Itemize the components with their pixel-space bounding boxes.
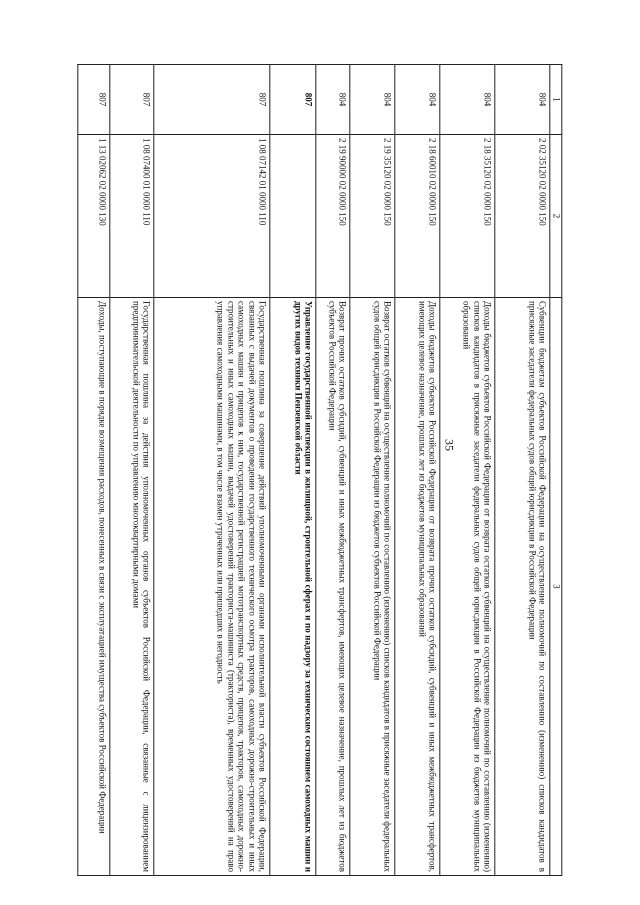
header-cell-3: 3	[550, 298, 562, 876]
table-row	[78, 65, 110, 876]
description-cell: Субвенции бюджетам субъектов Российской Федерации на осуществление полномочий по составлению (изменению) списков кандидатов в присяжные заседатели федеральных судов общей юрисдикции в Российской Федерации	[495, 298, 550, 876]
admin-code-cell: 804	[395, 65, 440, 135]
description-cell: Доходы, поступающие в порядке возмещения расходов, понесенных в связи с эксплуатацией имущества субъектов Российской Федерации	[78, 298, 110, 876]
budget-code-cell: 1 08 07142 01 0000 110	[154, 135, 270, 298]
page-number: 35	[442, 439, 457, 451]
table-row	[440, 65, 495, 876]
table-row	[154, 65, 270, 876]
admin-code-cell: 804	[440, 65, 495, 135]
table-row	[495, 65, 550, 876]
table-header-row	[550, 65, 562, 876]
description-cell: Доходы бюджетов субъектов Российской Федерации от возврата прочих остатков субсидий, субвенций и иных межбюджетных трансфертов, имеющих целевое назначение, прошлых лет из бюджетов муниципальных образований	[395, 298, 440, 876]
table-row	[110, 65, 154, 876]
section-title-cell: Управление государственной инспекции в жилищной, строительной сферах и по надзору за техническим состоянием самоходных машин и других видов техники Пензенской области	[270, 298, 316, 876]
budget-code-cell	[270, 135, 316, 298]
budget-code-cell: 1 08 07400 01 0000 110	[110, 135, 154, 298]
budget-code-cell: 1 13 02062 02 0000 130	[78, 135, 110, 298]
revenue-codes-table	[78, 64, 563, 876]
table-row-section	[270, 65, 316, 876]
budget-code-cell: 2 02 35120 02 0000 150	[495, 135, 550, 298]
budget-code-cell: 2 19 90000 02 0000 150	[316, 135, 350, 298]
description-cell: Возврат остатков субвенций на осуществление полномочий по составлению (изменению) списков кандидатов в присяжные заседатели федеральных судов общей юрисдикции в Российской Федерации из бюджетов субъектов Российской Федерации	[350, 298, 395, 876]
admin-code-cell: 807	[154, 65, 270, 135]
description-cell: Доходы бюджетов субъектов Российской Федерации от возврата остатков субвенций на осуществление полномочий по составлению (изменению) списков кандидатов в присяжные заседатели федеральных судов общей юрисдикции в Российской Федерации из бюджетов муниципальных образований	[440, 298, 495, 876]
header-cell-2: 2	[550, 135, 562, 298]
description-cell: Государственная пошлина за совершение действий уполномоченными органами исполнительной власти субъектов Российской Федерации, связанных с выдачей документов о проведении государственного технического осмотра тракторов, самоходных дорожно-строительных и иных самоходных машин и прицепов к ним, государственной регистрацией мототранспортных средств, прицепов, тракторов, самоходных дорожно-строительных и иных самоходных машин, выдачей удостоверений тракториста-машиниста (тракториста), временных удостоверений на право управления самоходными машинами, в том числе взамен утраченных или пришедших в негодность	[154, 298, 270, 876]
admin-code-cell: 807	[270, 65, 316, 135]
description-cell: Государственная пошлина за действия уполномоченных органов субъектов Российской Федерации, связанные с лицензированием предпринимательской деятельности по управлению многоквартирными домами	[110, 298, 154, 876]
admin-code-cell: 804	[495, 65, 550, 135]
admin-code-cell: 804	[350, 65, 395, 135]
table-row	[316, 65, 350, 876]
admin-code-cell: 804	[316, 65, 350, 135]
budget-code-cell: 2 18 35120 02 0000 150	[440, 135, 495, 298]
admin-code-cell: 807	[78, 65, 110, 135]
description-cell: Возврат прочих остатков субсидий, субвенций и иных межбюджетных трансфертов, имеющих целевое назначение, прошлых лет из бюджетов субъектов Российской Федерации	[316, 298, 350, 876]
header-cell-1: 1	[550, 65, 562, 135]
table-row	[395, 65, 440, 876]
table-row	[350, 65, 395, 876]
admin-code-cell: 807	[110, 65, 154, 135]
budget-code-cell: 2 19 35120 02 0000 150	[350, 135, 395, 298]
budget-code-cell: 2 18 60010 02 0000 150	[395, 135, 440, 298]
